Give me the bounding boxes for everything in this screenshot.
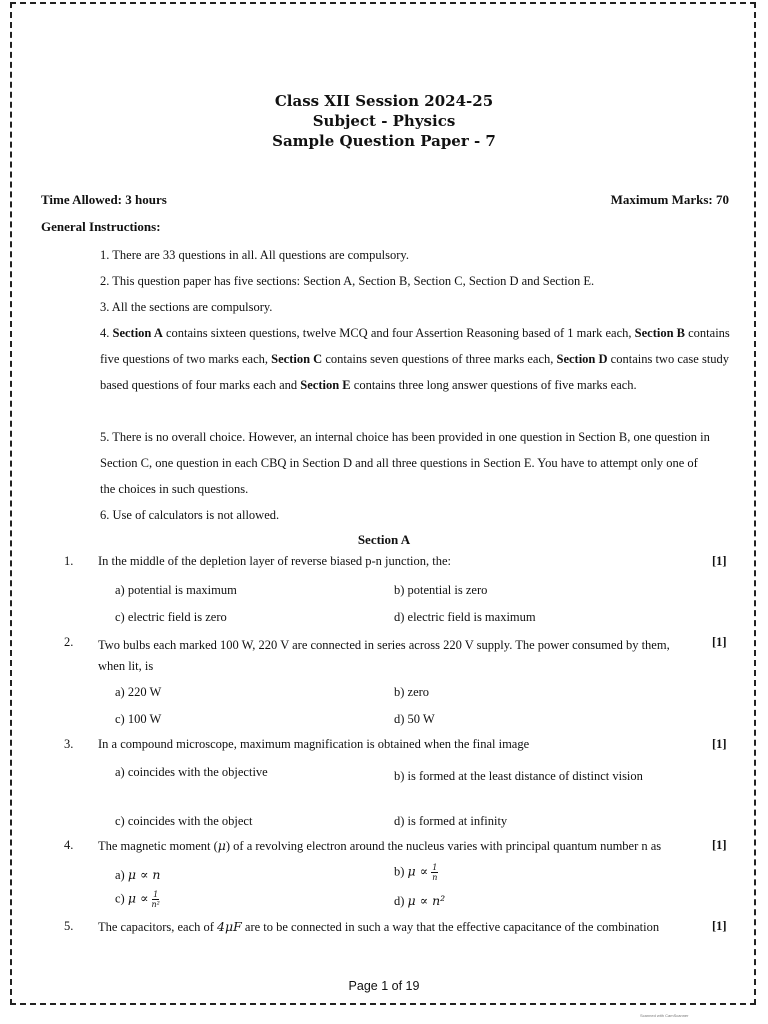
question-text-part: ) of a revolving electron around the nucleus varies with principal quantum number n as bbox=[225, 839, 662, 853]
section-a-title: Section A bbox=[357, 532, 411, 547]
instruction-4-bold: Section E bbox=[300, 378, 351, 392]
instruction-4-text: contains three long answer questions of five marks each. bbox=[350, 378, 637, 392]
mu-symbol: μ bbox=[217, 838, 226, 853]
option-math: μ ∝ n² bbox=[407, 893, 446, 908]
capacitance-value: 4μF bbox=[217, 919, 242, 934]
option-a: a) coincides with the objective bbox=[115, 765, 268, 779]
option-math: μ ∝ bbox=[407, 863, 429, 879]
instruction-4-bold: Section A bbox=[112, 326, 163, 340]
maximum-marks: Maximum Marks: 70 bbox=[610, 192, 729, 207]
question-text bbox=[98, 919, 659, 935]
instruction-4-bold: Section C bbox=[271, 352, 323, 366]
instruction-4-text: 4. bbox=[100, 326, 113, 340]
option-d bbox=[394, 893, 445, 909]
instruction-6: 6. Use of calculators is not allowed. bbox=[100, 508, 280, 522]
question-marks: [1] bbox=[712, 919, 727, 933]
instruction-5: 5. There is no overall choice. However, an internal choice has been provided in one question in Section B, one question in Section C, one question in each CBQ in Section D and all three questions in Section E. You have to attempt only one of the choices in such questions. bbox=[100, 430, 710, 496]
option-label: a) bbox=[115, 868, 128, 882]
instruction-4-text: contains five questions of two marks each, bbox=[100, 326, 730, 366]
question-number: 4. bbox=[64, 838, 74, 852]
question-text-part: The capacitors, each of bbox=[98, 920, 218, 934]
option-label: c) bbox=[115, 891, 128, 906]
instruction-4-bold: Section B bbox=[634, 326, 685, 340]
scanner-watermark: Scanned with CamScanner bbox=[640, 1013, 689, 1018]
general-instructions-heading: General Instructions: bbox=[41, 219, 161, 234]
fraction bbox=[152, 890, 160, 909]
option-label: b) bbox=[394, 864, 408, 879]
option-math: μ ∝ bbox=[127, 890, 149, 906]
instruction-2: 2. This question paper has five sections: Section A, Section B, Section C, Section D and Section E. bbox=[100, 274, 595, 288]
question-text bbox=[98, 838, 661, 854]
option-b bbox=[394, 863, 438, 882]
question-text-part: are to be connected in such a way that the effective capacitance of the combination bbox=[241, 920, 660, 934]
fraction-numerator: 1 bbox=[432, 863, 438, 872]
question-marks: [1] bbox=[712, 737, 727, 751]
question-number: 5. bbox=[64, 919, 74, 933]
fraction-numerator: 1 bbox=[153, 890, 159, 899]
question-marks: [1] bbox=[712, 635, 727, 649]
option-math: μ ∝ n bbox=[127, 867, 161, 882]
option-c: c) coincides with the object bbox=[115, 814, 253, 828]
instruction-4-text: contains sixteen questions, twelve MCQ and four Assertion Reasoning based of 1 mark each, bbox=[162, 326, 635, 340]
option-c: c) 100 W bbox=[115, 712, 162, 726]
header-subject: Subject - Physics bbox=[312, 112, 456, 130]
option-label: d) bbox=[394, 894, 408, 908]
header-class: Class XII Session 2024-25 bbox=[274, 92, 494, 110]
fraction bbox=[431, 863, 438, 882]
question-number: 1. bbox=[64, 554, 74, 568]
option-b: b) is formed at the least distance of distinct vision bbox=[394, 769, 643, 783]
question-marks: [1] bbox=[712, 554, 727, 568]
time-allowed: Time Allowed: 3 hours bbox=[41, 192, 167, 207]
option-d: d) electric field is maximum bbox=[394, 610, 536, 624]
header-paper: Sample Question Paper - 7 bbox=[272, 132, 496, 150]
instruction-4 bbox=[100, 320, 730, 398]
instruction-1: 1. There are 33 questions in all. All questions are compulsory. bbox=[100, 248, 409, 262]
instruction-4-text: contains two case study based questions of four marks each and bbox=[100, 352, 730, 392]
option-a bbox=[115, 867, 160, 883]
instruction-3: 3. All the sections are compulsory. bbox=[100, 300, 273, 314]
option-d: d) is formed at infinity bbox=[394, 814, 508, 828]
question-text: In the middle of the depletion layer of reverse biased p-n junction, the: bbox=[98, 554, 452, 568]
instruction-4-text: contains seven questions of three marks each, bbox=[322, 352, 557, 366]
option-b: b) potential is zero bbox=[394, 583, 488, 597]
fraction-denominator: n bbox=[432, 873, 438, 882]
option-d: d) 50 W bbox=[394, 712, 435, 726]
option-c: c) electric field is zero bbox=[115, 610, 227, 624]
question-text-part: The magnetic moment ( bbox=[98, 839, 218, 853]
instruction-4-bold: Section D bbox=[556, 352, 608, 366]
question-text: Two bulbs each marked 100 W, 220 V are connected in series across 220 V supply. The power consumed by them, when lit, is bbox=[98, 638, 670, 673]
question-number: 3. bbox=[64, 737, 74, 751]
question-text: In a compound microscope, maximum magnification is obtained when the final image bbox=[98, 737, 530, 751]
option-b: b) zero bbox=[394, 685, 430, 699]
question-marks: [1] bbox=[712, 838, 727, 852]
option-c bbox=[115, 890, 160, 909]
option-a: a) 220 W bbox=[115, 685, 162, 699]
option-a: a) potential is maximum bbox=[115, 583, 237, 597]
page-number: Page 1 of 19 bbox=[348, 979, 420, 993]
question-number: 2. bbox=[64, 635, 74, 649]
fraction-denominator: n² bbox=[151, 900, 160, 909]
